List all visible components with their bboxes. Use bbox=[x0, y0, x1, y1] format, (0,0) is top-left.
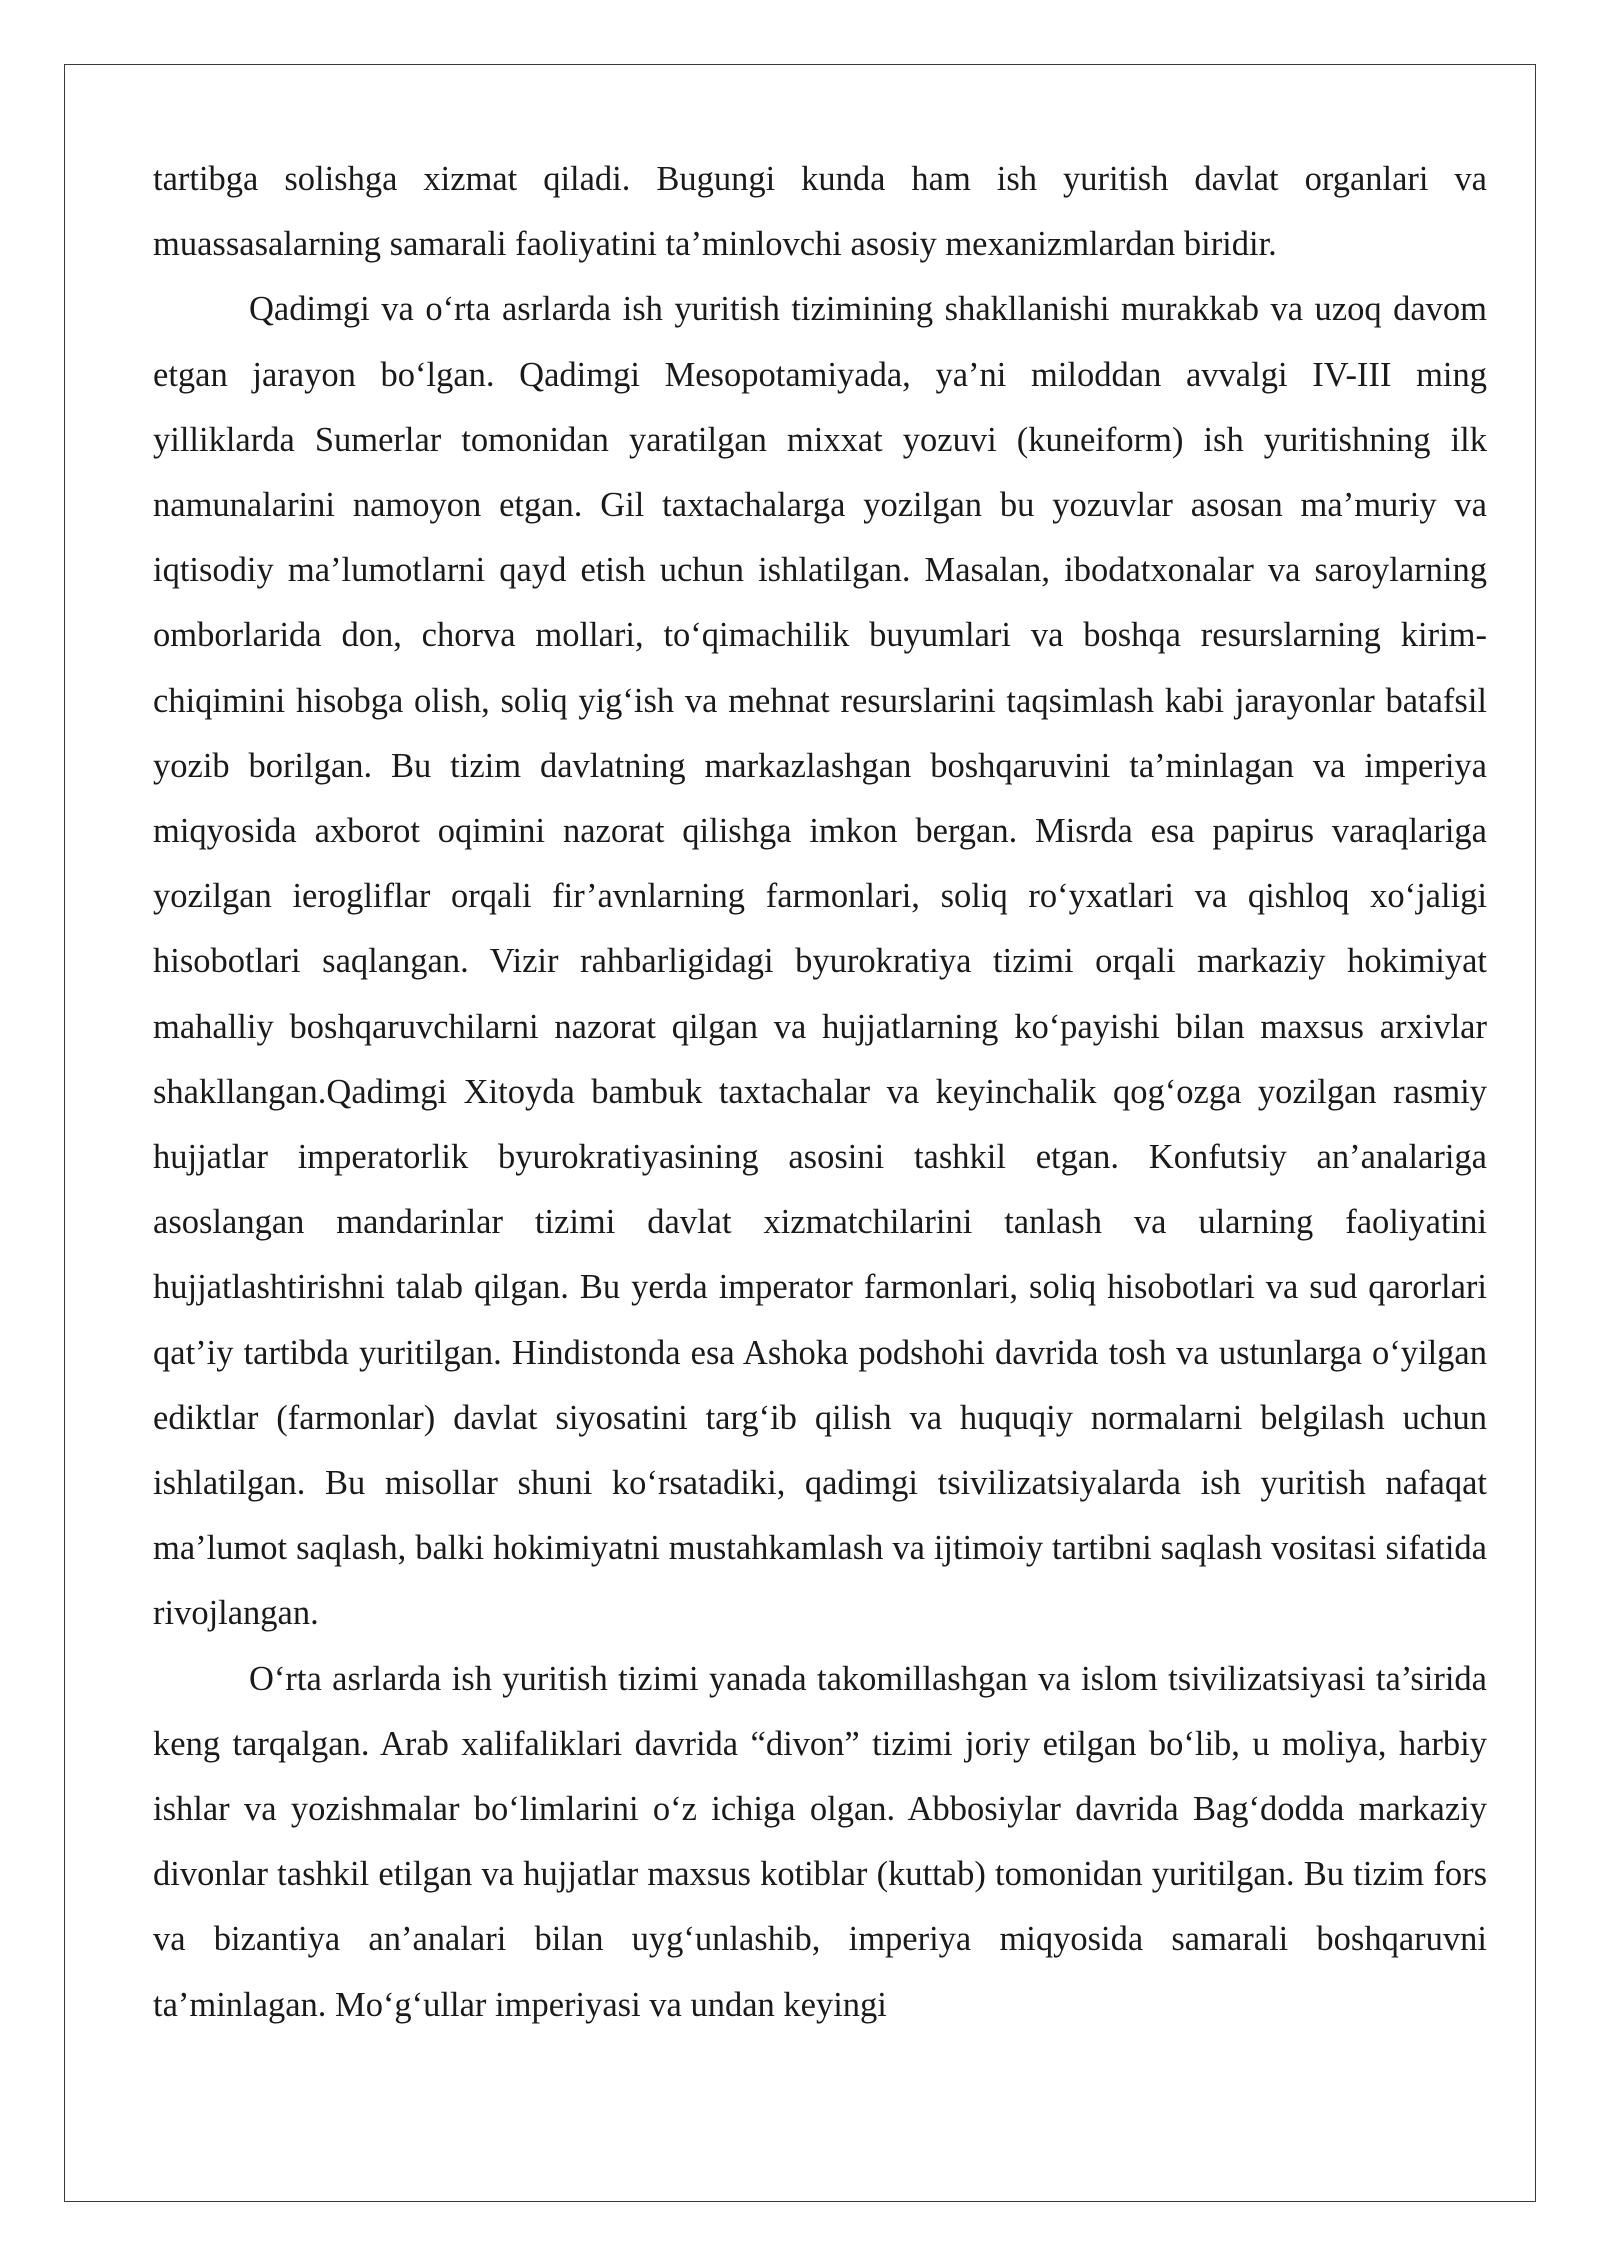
paragraph-3: O‘rta asrlarda ish yuritish tizimi yanada takomillashgan va islom tsivilizatsiyasi ta’sirida keng tarqalgan. Arab xalifaliklari davrida “divon” tizimi joriy etilgan bo‘lib, u moliya, harbiy ishlar va yozishmalar bo‘limlarini o‘z ichiga olgan. Abbosiylar davrida Bag‘dodda markaziy divonlar tashkil etilgan va hujjatlar maxsus kotiblar (kuttab) tomonidan yuritilgan. Bu tizim fors va bizantiya an’analari bilan uyg‘unlashib, imperiya miqyosida samarali boshqaruvni ta’minlagan. Mo‘g‘ullar imperiyasi va undan keyingi bbox=[153, 1659, 1487, 2024]
paragraph-1: tartibga solishga xizmat qiladi. Bugungi kunda ham ish yuritish davlat organlari va muassasalarning samarali faoliyatini ta’minlovchi asosiy mexanizmlardan biridir. bbox=[153, 160, 1487, 264]
paragraph-2: Qadimgi va o‘rta asrlarda ish yuritish tizimining shakllanishi murakkab va uzoq davom etgan jarayon bo‘lgan. Qadimgi Mesopotamiyada, ya’ni miloddan avvalgi IV-III ming yilliklarda Sumerlar tomonidan yaratilgan mixxat yozuvi (kuneiform) ish yuritishning ilk namunalarini namoyon etgan. Gil taxtachalarga yozilgan bu yozuvlar asosan ma’muriy va iqtisodiy ma’lumotlarni qayd etish uchun ishlatilgan. Masalan, ibodatxonalar va saroylarning omborlarida don, chorva mollari, to‘qimachilik buyumlari va boshqa resurslarning kirim-chiqimini hisobga olish, soliq yig‘ish va mehnat resurslarini taqsimlash kabi jarayonlar batafsil yozib borilgan. Bu tizim davlatning markazlashgan boshqaruvini ta’minlagan va imperiya miqyosida axborot oqimini nazorat qilishga imkon bergan. Misrda esa papirus varaqlariga yozilgan ierogliflar orqali fir’avnlarning farmonlari, soliq ro‘yxatlari va qishloq xo‘jaligi hisobotlari saqlangan. Vizir rahbarligidagi byurokratiya tizimi orqali markaziy hokimiyat mahalliy boshqaruvchilarni nazorat qilgan va hujjatlarning ko‘payishi bilan maxsus arxivlar shakllangan.Qadimgi Xitoyda bambuk taxtachalar va keyinchalik qog‘ozga yozilgan rasmiy hujjatlar imperatorlik byurokratiyasining asosini tashkil etgan. Konfutsiy an’analariga asoslangan mandarinlar tizimi davlat xizmatchilarini tanlash va ularning faoliyatini hujjatlashtirishni talab qilgan. Bu yerda imperator farmonlari, soliq hisobotlari va sud qarorlari qat’iy tartibda yuritilgan. Hindistonda esa Ashoka podshohi davrida tosh va ustunlarga o‘yilgan ediktlar (farmonlar) davlat siyosatini targ‘ib qilish va huquqiy normalarni belgilash uchun ishlatilgan. Bu misollar shuni ko‘rsatadiki, qadimgi tsivilizatsiyalarda ish yuritish nafaqat ma’lumot saqlash, balki hokimiyatni mustahkamlash va ijtimoiy tartibni saqlash vositasi sifatida rivojlangan. bbox=[153, 290, 1487, 1633]
document-body bbox=[153, 147, 1487, 2038]
